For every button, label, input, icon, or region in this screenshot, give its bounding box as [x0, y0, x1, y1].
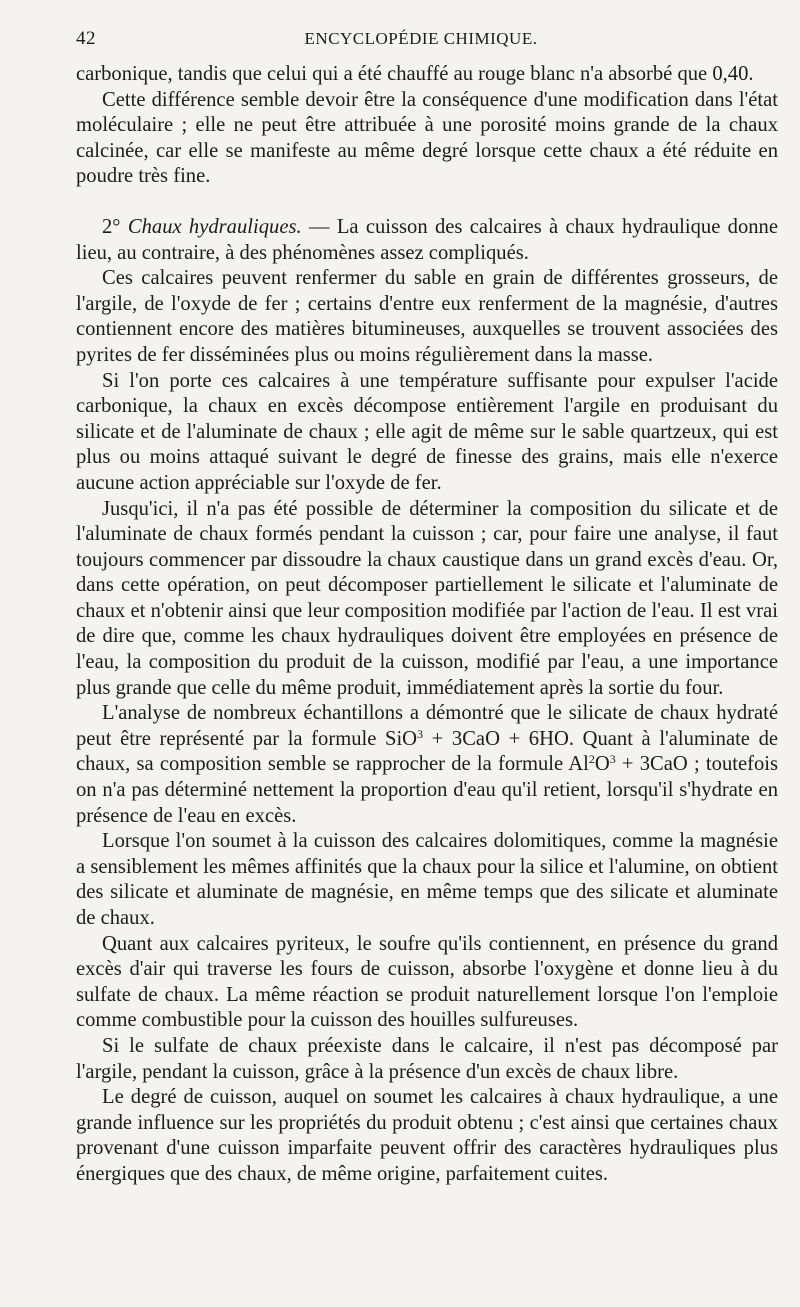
page-header	[76, 28, 778, 62]
paragraph-1: carbonique, tandis que celui qui a été chauffé au rouge blanc n'a absorbé que 0,40.	[76, 63, 754, 85]
paragraph-9: Quant aux calcaires pyriteux, le soufre qu'ils contiennent, en présence du grand excès d'air qui traverse les fours de cuisson, absorbe l'oxygène et donne lieu à du sulfate de chaux. La même réaction se produit naturellement lorsque l'on l'emploie comme combustible pour la cuisson des houilles sulfureuses.	[76, 932, 778, 1032]
superscript: 2	[588, 752, 595, 767]
page-number: 42	[76, 28, 96, 49]
superscript: 3	[609, 752, 616, 767]
paragraph-2: Cette différence semble devoir être la conséquence d'une modification dans l'état moléculaire ; elle ne peut être attribuée à une porosité moins grande de la chaux calcinée, car elle se manifeste au même degré lorsque cette chaux a été réduite en poudre très fine.	[76, 88, 778, 188]
paragraph-11: Le degré de cuisson, auquel on soumet les calcaires à chaux hydraulique, a une grande influence sur les propriétés du produit obtenu ; c'est ainsi que certaines chaux provenant d'une cuisson imparfaite peuvent offrir des caractères hydrauliques plus énergiques que des chaux, de même origine, parfaitement cuites.	[76, 1086, 778, 1185]
paragraph-4: Ces calcaires peuvent renfermer du sable en grain de différentes grosseurs, de l'argile, de l'oxyde de fer ; certains d'entre eux renferment de la magnésie, d'autres contiennent encore des matières bitumineuses, auxquelles se trouvent associées des pyrites de fer disséminées plus ou moins régulièrement dans la masse.	[76, 267, 778, 366]
paragraph-10: Si le sulfate de chaux préexiste dans le calcaire, il n'est pas décomposé par l'argile, pendant la cuisson, grâce à la présence d'un excès de chaux libre.	[76, 1034, 778, 1083]
text-segment: + 3CaO + 6HO. Quant à l'aluminate de chaux, sa composition semble se rapprocher de la formule Al	[76, 727, 779, 776]
document-page	[76, 28, 778, 1188]
running-title: ENCYCLOPÉDIE CHIMIQUE.	[304, 29, 538, 48]
section-intro-text: — La cuisson des calcaires à chaux hydraulique donne lieu, au contraire, à des phénomènes assez compliqués.	[76, 215, 778, 264]
section-paragraph-chaux-hydrauliques	[76, 215, 778, 266]
text-segment: L'analyse de nombreux échantillons a démontré que le silicate de chaux hydraté peut être représenté par la formule SiO	[76, 702, 778, 750]
section-number: 2°	[102, 215, 121, 238]
paragraph-8: Lorsque l'on soumet à la cuisson des calcaires dolomitiques, comme la magnésie a sensiblement les mêmes affinités que la chaux pour la silice et l'alumine, on obtient des silicate et aluminate de magnésie, en même temps que des silicate et aluminate de chaux.	[76, 830, 778, 929]
paragraph-6: Jusqu'ici, il n'a pas été possible de déterminer la composition du silicate et de l'aluminate de chaux formés pendant la cuisson ; car, pour faire une analyse, il faut toujours commencer par dissoudre la chaux caustique dans un grand excès d'eau. Or, dans cette opération, on peut décomposer partiellement le silicate et l'aluminate de chaux et n'obtenir ainsi que leur composition modifiée par l'action de l'eau. Il est vrai de dire que, comme les chaux hydrauliques doivent être employées en présence de l'eau, la composition du produit de la cuisson, modifié par l'eau, a une importance plus grande que celle du même produit, immédiatement après la sortie du four.	[76, 497, 778, 699]
text-segment: + 3CaO ; toutefois on n'a pas déterminé nettement la proportion d'eau qu'il retient, lorsqu'il s'hydrate en présence de l'eau en excès.	[76, 753, 779, 827]
paragraph-5: Si l'on porte ces calcaires à une température suffisante pour expulser l'acide carbonique, la chaux en excès décompose entièrement l'argile en produisant du silicate et de l'aluminate de chaux ; elle agit de même sur le sable quartzeux, qui est plus ou moins attaqué suivant le degré de finesse des grains, mais elle n'exerce aucune action appréciable sur l'oxyde de fer.	[76, 369, 778, 494]
section-gap	[76, 190, 778, 215]
text-segment: O	[594, 753, 610, 776]
paragraph-7-formulas	[76, 701, 778, 829]
section-title: Chaux hydrauliques.	[127, 215, 302, 238]
superscript: 3	[417, 726, 424, 741]
